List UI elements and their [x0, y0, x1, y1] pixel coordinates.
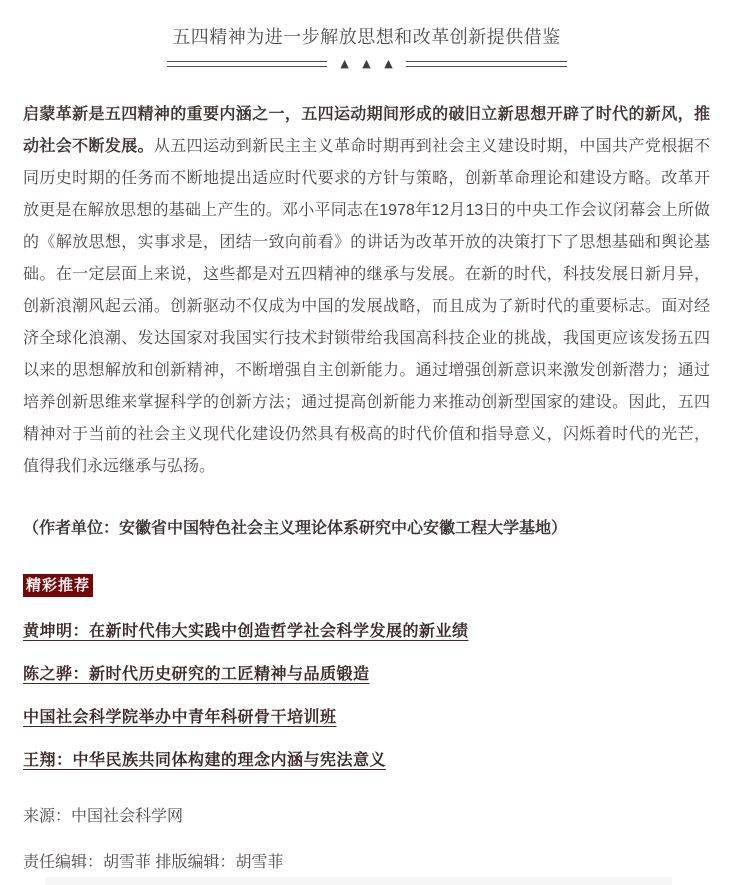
recommendation-link-4[interactable]: 王翔：中华民族共同体构建的理念内涵与宪法意义 — [23, 752, 387, 769]
recommendation-list — [0, 623, 733, 769]
author-affiliation-note: （作者单位：安徽省中国特色社会主义理论体系研究中心安徽工程大学基地） — [23, 520, 568, 537]
article-body — [0, 99, 733, 483]
page-title: 五四精神为进一步解放思想和改革创新提供借鉴 — [172, 27, 561, 47]
recommendation-link-1[interactable]: 黄坤明：在新时代伟大实践中创造哲学社会科学发展的新业绩 — [23, 623, 469, 640]
footer-bar — [45, 877, 672, 885]
recommendation-link-3[interactable]: 中国社会科学院举办中青年科研骨干培训班 — [23, 709, 337, 726]
title-divider — [167, 58, 567, 70]
article-lead-sentence: 启蒙革新是五四精神的重要内涵之一，五四运动期间形成的破旧立新思想开辟了时代的新风，推动社会不断发展。 — [23, 106, 710, 155]
article-main-text: 从五四运动到新民主主义革命时期再到社会主义建设时期，中国共产党根据不同历史时期的任务而不断地提出适应时代要求的方针与策略，创新革命理论和建设方略。改革开放更是在解放思想的基础上产生的。邓小平同志在1978年12月13日的中央工作会议闭幕会上所做的《解放思想，实事求是，团结一致向前看》的讲话为改革开放的决策打下了思想基础和舆论基础。在一定层面上来说，这些都是对五四精神的继承与发展。在新的时代，科技发展日新月异，创新浪潮风起云涌。创新驱动不仅成为中国的发展战略，而且成为了新时代的重要标志。面对经济全球化浪潮、发达国家对我国实行技术封锁带给我国高科技企业的挑战，我国更应该发扬五四以来的思想解放和创新精神，不断增强自主创新能力。通过增强创新意识来激发创新潜力；通过培养创新思维来掌握科学的创新方法；通过提高创新能力来推动创新型国家的建设。因此，五四精神对于当前的社会主义现代化建设仍然具有极高的时代价值和指导意义，闪烁着时代的光芒，值得我们永远继承与弘扬。 — [23, 138, 710, 475]
editors-line: 责任编辑：胡雪菲 排版编辑：胡雪菲 — [23, 854, 284, 871]
recommendation-badge: 精彩推荐 — [23, 574, 93, 597]
recommendation-section-header — [0, 574, 733, 597]
divider-line-left — [167, 61, 328, 67]
divider-line-right — [406, 61, 567, 67]
triangle-icons: ▲ ▲ ▲ — [340, 57, 398, 70]
article-header — [0, 0, 733, 70]
recommendation-link-2[interactable]: 陈之骅：新时代历史研究的工匠精神与品质锻造 — [23, 666, 370, 683]
source-line: 来源：中国社会科学网 — [23, 808, 184, 825]
